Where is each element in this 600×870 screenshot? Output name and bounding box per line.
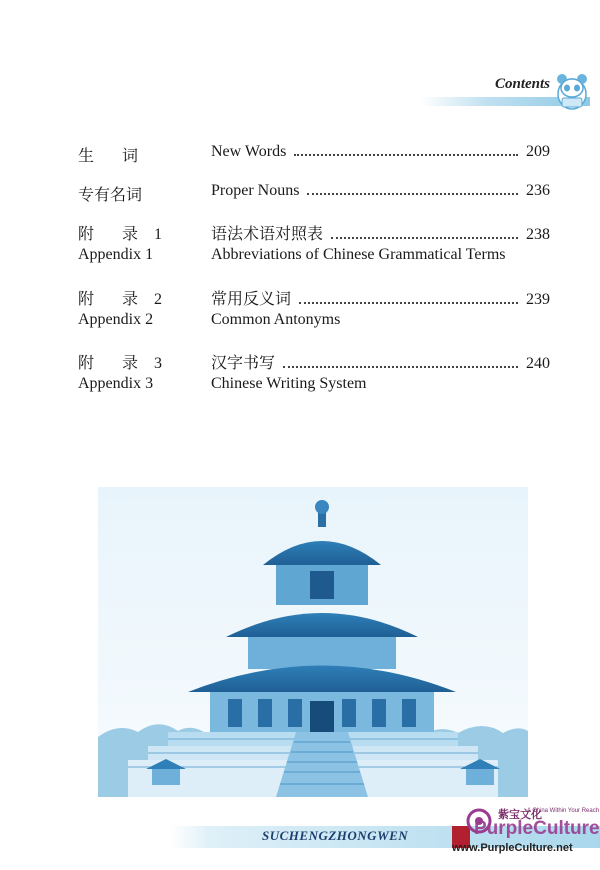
watermark-tagline: A China Within Your Reach: [527, 808, 600, 814]
leader-dots: [299, 302, 518, 304]
entry-label-cn: 附 录 2: [78, 291, 169, 308]
panda-mascot-icon: [552, 68, 592, 112]
entry-label-cn: 附 录 3: [78, 355, 169, 372]
footer-band-fade: [170, 826, 210, 848]
entry-title: 语法术语对照表: [211, 226, 324, 243]
entry-page-number: 239: [526, 291, 550, 308]
footer-series-title: SUCHENGZHONGWEN: [262, 828, 409, 843]
leader-dots: [294, 154, 518, 156]
entry-title: Proper Nouns: [211, 182, 300, 199]
watermark-brand: PurpleCulture: [474, 818, 600, 839]
leader-dots: [331, 237, 518, 239]
entry-page-number: 238: [526, 226, 550, 243]
entry-title: New Words: [211, 143, 287, 160]
header-title: Contents: [494, 76, 550, 92]
watermark-brand-cn: 紫宝文化: [498, 809, 542, 821]
watermark-url: www.PurpleCulture.net: [452, 842, 573, 854]
entry-subtitle: Common Antonyms: [211, 311, 341, 328]
temple-of-heaven-photo: [98, 487, 528, 797]
entry-subtitle: Abbreviations of Chinese Grammatical Terms: [211, 246, 506, 263]
entry-label-cn: 专有名词: [78, 187, 143, 204]
entry-label-en: Appendix 1: [78, 246, 154, 263]
leader-dots: [307, 193, 518, 195]
leader-dots: [283, 366, 518, 368]
entry-label-cn: 附 录 1: [78, 226, 169, 243]
entry-label-en: Appendix 3: [78, 375, 154, 392]
entry-title: 常用反义词: [211, 291, 292, 308]
entry-page-number: 240: [526, 355, 550, 372]
entry-label-en: Appendix 2: [78, 311, 154, 328]
entry-subtitle: Chinese Writing System: [211, 375, 367, 392]
entry-label-cn: 生 词: [78, 148, 145, 165]
entry-page-number: 209: [526, 143, 550, 160]
entry-page-number: 236: [526, 182, 550, 199]
entry-title: 汉字书写: [211, 355, 276, 372]
